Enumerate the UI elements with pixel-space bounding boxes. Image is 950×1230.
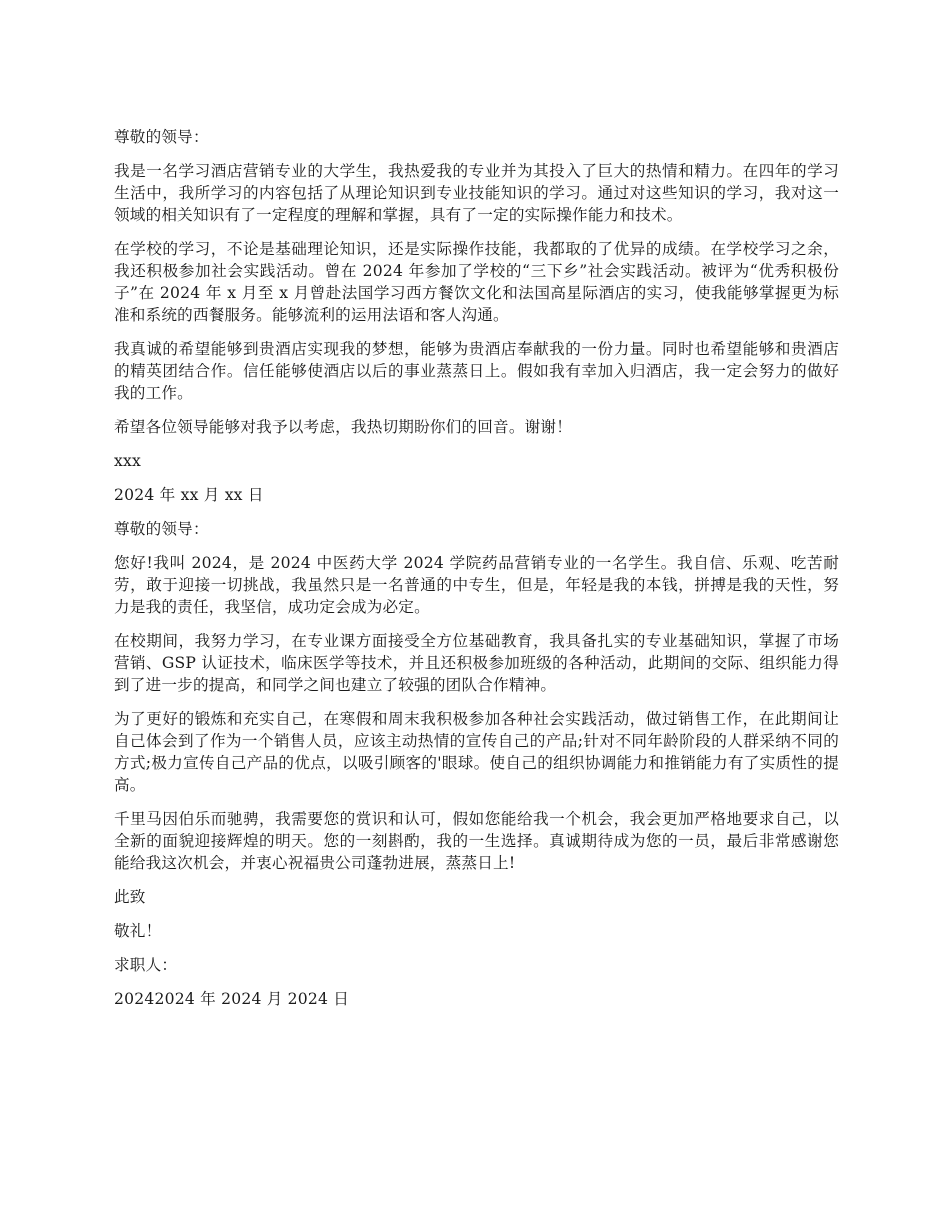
letter2-closing-2: 敬礼！ — [114, 922, 162, 940]
letter2-date: 20242024 年 2024 月 2024 日 — [114, 990, 350, 1008]
letter2-paragraph-3: 为了更好的锻炼和充实自己，在寒假和周末我积极参加各种社会实践活动，做过销售工作，在此期间让自己体会到了作为一个销售人员，应该主动热情的宣传自己的产品;针对不同年龄阶段的人群采纳不同的方式;极力宣传自己产品的优点，以吸引顾客的'眼球。使自己的组织协调能力和推销能力有了实质性的提高。 — [114, 710, 839, 794]
letter1-paragraph-4: 希望各位领导能够对我予以考虑，我热切期盼你们的回音。谢谢！ — [114, 418, 573, 436]
letter1-paragraph-3: 我真诚的希望能够到贵酒店实现我的梦想，能够为贵酒店奉献我的一份力量。同时也希望能够和贵酒店的精英团结合作。信任能够使酒店以后的事业蒸蒸日上。假如我有幸加入归酒店，我一定会努力的做好我的工作。 — [114, 340, 839, 402]
letter1-paragraph-1: 我是一名学习酒店营销专业的大学生，我热爱我的专业并为其投入了巨大的热情和精力。在四年的学习生活中，我所学习的内容包括了从理论知识到专业技能知识的学习。通过对这些知识的学习，我对这一领域的相关知识有了一定程度的理解和掌握，具有了一定的实际操作能力和技术。 — [114, 162, 839, 224]
letter1-date: 2024 年 xx 月 xx 日 — [114, 486, 264, 504]
letter1-signature: xxx — [114, 452, 141, 470]
letter2-signer-label: 求职人： — [114, 956, 178, 974]
letter1-salutation: 尊敬的领导： — [114, 128, 209, 146]
letter2-closing-1: 此致 — [114, 888, 146, 906]
letter2-paragraph-1: 您好!我叫 2024，是 2024 中医药大学 2024 学院药品营销专业的一名学生。我自信、乐观、吃苦耐劳，敢于迎接一切挑战，我虽然只是一名普通的中专生，但是，年轻是我的本钱，拼搏是我的天性，努力是我的责任，我坚信，成功定会成为必定。 — [114, 554, 839, 616]
letter2-paragraph-2: 在校期间，我努力学习，在专业课方面接受全方位基础教育，我具备扎实的专业基础知识，掌握了市场营销、GSP 认证技术，临床医学等技术，并且还积极参加班级的各种活动，此期间的交际、组织能力得到了进一步的提高，和同学之间也建立了较强的团队合作精神。 — [114, 632, 839, 694]
letter2-paragraph-4: 千里马因伯乐而驰骋，我需要您的赏识和认可，假如您能给我一个机会，我会更加严格地要求自己，以全新的面貌迎接辉煌的明天。您的一刻斟酌，我的一生选择。真诚期待成为您的一员，最后非常感谢您能给我这次机会，并衷心祝福贵公司蓬勃进展，蒸蒸日上! — [114, 810, 839, 872]
letter1-paragraph-2: 在学校的学习，不论是基础理论知识，还是实际操作技能，我都取的了优异的成绩。在学校学习之余，我还积极参加社会实践活动。曾在 2024 年参加了学校的“三下乡”社会实践活动。被评为“优秀积极份子”在 2024 年 x 月至 x 月曾赴法国学习西方餐饮文化和法国高星际酒店的实习，使我能够掌握更为标准和系统的西餐服务。能够流利的运用法语和客人沟通。 — [114, 240, 839, 324]
letter2-salutation: 尊敬的领导： — [114, 520, 209, 538]
document-page — [114, 126, 839, 1022]
